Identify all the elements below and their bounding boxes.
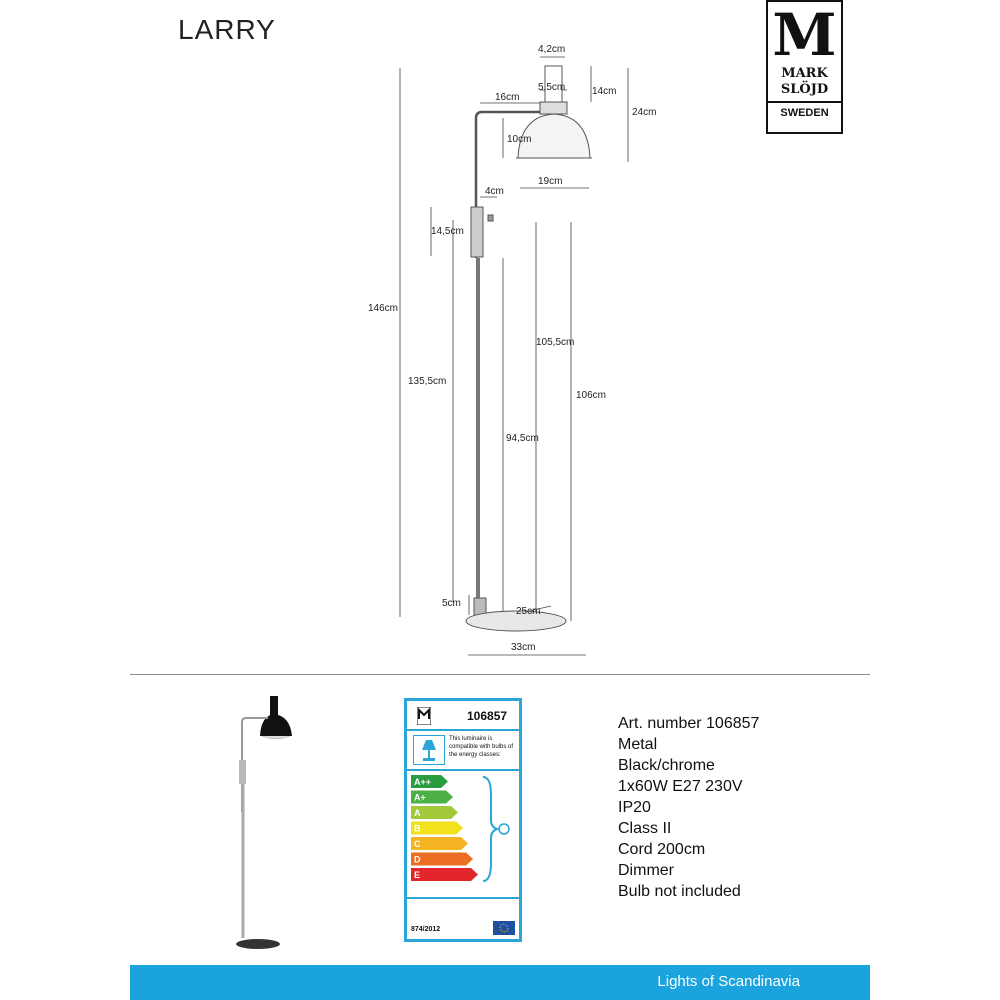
energy-class-label: E [414, 870, 421, 880]
spec-item: 1x60W E27 230V [618, 778, 743, 795]
dim-label: 5,5cm [538, 82, 566, 93]
spec-item: Black/chrome [618, 757, 715, 774]
dim-label: 16cm [495, 92, 520, 103]
brand-logo-line3: SWEDEN [768, 101, 841, 121]
dim-label: 14cm [592, 86, 617, 97]
energy-article-number: 106857 [467, 709, 508, 723]
footer-text: Lights of Scandinavia [657, 973, 800, 990]
energy-separator [407, 897, 519, 899]
spec-item: IP20 [618, 799, 651, 816]
dim-label: 33cm [511, 642, 536, 653]
brand-icon [417, 707, 431, 725]
dim-label: 10cm [507, 134, 532, 145]
energy-class-bar [411, 868, 478, 881]
energy-class-label: D [414, 854, 421, 865]
product-title: LARRY [178, 14, 276, 45]
eu-flag-icon [493, 921, 515, 935]
energy-class-label: B [414, 823, 421, 834]
energy-label [404, 698, 522, 942]
energy-class-label: A+ [414, 792, 426, 803]
dim-label: 14,5cm [431, 226, 464, 237]
brand-logo-line1: MARK [781, 66, 828, 81]
energy-separator [407, 729, 519, 731]
product-photo [230, 692, 310, 952]
spec-item: Dimmer [618, 862, 674, 879]
lamp-icon [413, 735, 445, 765]
dim-label: 105,5cm [536, 337, 575, 348]
dim-label: 4,2cm [538, 44, 566, 55]
dim-label: 19cm [538, 176, 563, 187]
dim-label: 5cm [442, 598, 461, 609]
dim-label: 94,5cm [506, 433, 539, 444]
bulb-icon [499, 824, 509, 834]
footer-bar [130, 965, 870, 1000]
spec-item: Class II [618, 820, 672, 837]
energy-class-label: A++ [414, 777, 432, 787]
spec-item: Bulb not included [618, 883, 741, 900]
dim-label: 146cm [368, 303, 399, 314]
dim-label: 135,5cm [408, 376, 447, 387]
dim-label: 25cm [516, 606, 541, 617]
spec-list [618, 713, 759, 902]
spec-item: Metal [618, 736, 658, 753]
energy-class-label: C [414, 839, 421, 849]
energy-compat-text: This luminaire is compatible with bulbs of the energy classes: [449, 736, 514, 758]
dim-label: 106cm [576, 390, 607, 401]
spec-item: Art. number 106857 [618, 715, 760, 732]
section-divider [130, 674, 870, 675]
class-range-bracket [483, 777, 497, 881]
energy-regulation: 874/2012 [411, 926, 441, 933]
spec-item: Cord 200cm [618, 841, 706, 858]
energy-separator [407, 769, 519, 771]
dim-label: 4cm [485, 186, 504, 197]
energy-class-label: A [414, 808, 421, 818]
brand-logo-letter: M [772, 1, 837, 69]
dim-label: 24cm [632, 107, 657, 118]
energy-class-bars [411, 775, 521, 885]
brand-logo-line2: SLÖJD [780, 82, 829, 97]
